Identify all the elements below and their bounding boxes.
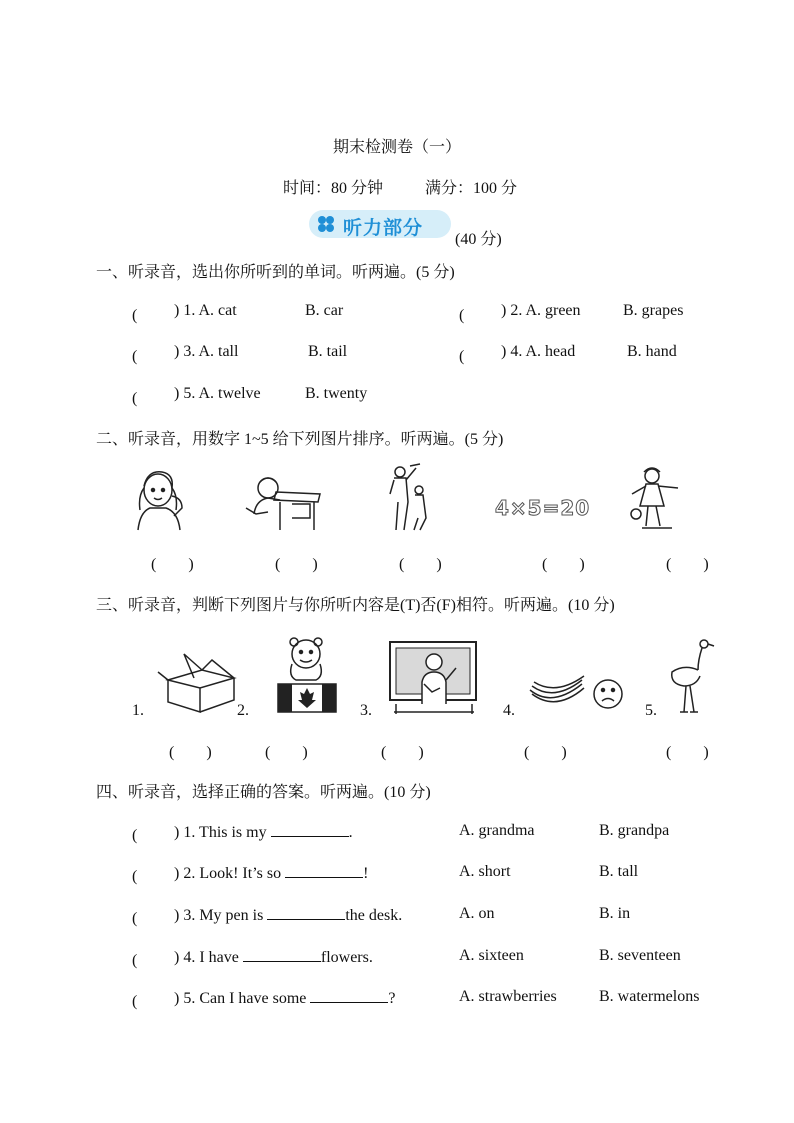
girl-touching-head-picture <box>128 466 192 532</box>
dots-icon <box>313 210 341 238</box>
part4-question-2: ) 2. Look! It’s so ! <box>174 865 369 882</box>
part4-q4-post: flowers. <box>320 949 373 966</box>
part1-item3-a: ) 3. A. tall <box>174 343 239 360</box>
answer-blank[interactable] <box>310 988 388 1003</box>
part4-q4-pre: 4. I have <box>183 949 243 966</box>
part1-answer-paren-1[interactable]: ( <box>132 307 170 324</box>
part2-answer-paren-4[interactable]: ( ) <box>542 556 585 573</box>
part3-label-3: 3. <box>360 702 372 719</box>
time-limit: 时间：80 分钟 <box>283 180 384 197</box>
part4-q3-pre: 3. My pen is <box>183 907 268 924</box>
part4-q4-option-b: B. seventeen <box>599 947 681 964</box>
part1-item4-a: ) 4. A. head <box>501 343 576 360</box>
part4-heading: 四、听录音，选择正确的答案。听两遍。(10 分) <box>96 784 431 801</box>
part4-question-3: ) 3. My pen is the desk. <box>174 907 403 924</box>
part1-heading: 一、听录音，选出你所听到的单词。听两遍。(5 分) <box>96 264 455 281</box>
part1-item2-text: 2. A. green <box>510 302 581 319</box>
part4-q5-post: ? <box>388 990 396 1007</box>
part4-answer-paren-1[interactable]: ( <box>132 827 170 844</box>
part3-answer-paren-5[interactable]: ( ) <box>666 744 709 761</box>
open-box-icon <box>154 650 238 714</box>
answer-blank[interactable] <box>271 822 349 837</box>
part4-q1-option-a: A. grandma <box>459 822 535 839</box>
answer-blank[interactable] <box>285 863 363 878</box>
part2-answer-paren-3[interactable]: ( ) <box>399 556 442 573</box>
part1-answer-paren-5[interactable]: ( <box>132 390 170 407</box>
father-and-child-picture <box>386 462 436 532</box>
part1-item2-b: B. grapes <box>623 302 684 319</box>
teacher-at-board-icon <box>384 640 482 716</box>
part1-item2-a: ) 2. A. green <box>501 302 581 319</box>
girl-with-ball-picture <box>624 464 688 532</box>
part3-answer-paren-2[interactable]: ( ) <box>265 744 308 761</box>
part1-item1-a: ) 1. A. cat <box>174 302 237 319</box>
listening-banner <box>309 210 451 238</box>
part3-answer-paren-3[interactable]: ( ) <box>381 744 424 761</box>
beaver-canada-flag-icon <box>274 634 340 714</box>
part4-answer-paren-4[interactable]: ( <box>132 952 170 969</box>
part1-item1-text: 1. A. cat <box>183 302 237 319</box>
part3-label-1: 1. <box>132 702 144 719</box>
page-title: 期末检测卷（一） <box>333 139 462 156</box>
listening-points: (40 分) <box>455 231 502 248</box>
part4-q5-option-a: A. strawberries <box>459 988 557 1005</box>
part3-label-4: 4. <box>503 702 515 719</box>
part4-q2-option-a: A. short <box>459 863 511 880</box>
part4-q4-option-a: A. sixteen <box>459 947 524 964</box>
part3-heading: 三、听录音，判断下列图片与你所听内容是(T)否(F)相符。听两遍。(10 分) <box>96 597 615 614</box>
part4-q1-pre: 1. This is my <box>183 824 271 841</box>
part1-answer-paren-4[interactable]: ( <box>459 348 497 365</box>
part4-question-4: ) 4. I have flowers. <box>174 949 373 966</box>
part4-answer-paren-5[interactable]: ( <box>132 993 170 1010</box>
part1-item3-text: 3. A. tall <box>183 343 239 360</box>
boy-at-desk-picture <box>240 474 322 532</box>
part2-answer-paren-2[interactable]: ( ) <box>275 556 318 573</box>
part4-q3-option-a: A. on <box>459 905 495 922</box>
part3-answer-paren-4[interactable]: ( ) <box>524 744 567 761</box>
part3-label-5: 5. <box>645 702 657 719</box>
part4-answer-paren-2[interactable]: ( <box>132 868 170 885</box>
part4-q1-option-b: B. grandpa <box>599 822 670 839</box>
answer-blank[interactable] <box>267 905 345 920</box>
part4-q2-post: ! <box>363 865 369 882</box>
part2-answer-paren-5[interactable]: ( ) <box>666 556 709 573</box>
part1-item4-text: 4. A. head <box>510 343 576 360</box>
part4-q5-option-b: B. watermelons <box>599 988 700 1005</box>
bananas-sad-face-icon <box>526 674 630 714</box>
part4-question-5: ) 5. Can I have some ? <box>174 990 396 1007</box>
part4-q1-post: . <box>348 824 353 841</box>
part3-label-2: 2. <box>237 702 249 719</box>
part4-q3-option-b: B. in <box>599 905 631 922</box>
part4-q2-pre: 2. Look! It’s so <box>183 865 286 882</box>
part1-item5-b: B. twenty <box>305 385 368 402</box>
listening-banner-label: 听力部分 <box>343 217 424 239</box>
part1-item5-text: 5. A. twelve <box>183 385 261 402</box>
part1-item3-b: B. tail <box>308 343 348 360</box>
full-score: 满分：100 分 <box>425 180 518 197</box>
part4-answer-paren-3[interactable]: ( <box>132 910 170 927</box>
part1-item5-a: ) 5. A. twelve <box>174 385 261 402</box>
part1-item1-b: B. car <box>305 302 344 319</box>
part4-q3-post: the desk. <box>345 907 403 924</box>
part2-answer-paren-1[interactable]: ( ) <box>151 556 194 573</box>
part1-item4-b: B. hand <box>627 343 677 360</box>
part4-question-1: ) 1. This is my . <box>174 824 353 841</box>
part3-answer-paren-1[interactable]: ( ) <box>169 744 212 761</box>
part1-answer-paren-2[interactable]: ( <box>459 307 497 324</box>
ostrich-icon <box>664 636 716 716</box>
math-equation-picture: 4×5=20 <box>495 496 591 520</box>
part4-q5-pre: 5. Can I have some <box>183 990 311 1007</box>
part4-q2-option-b: B. tall <box>599 863 639 880</box>
part2-heading: 二、听录音，用数字 1~5 给下列图片排序。听两遍。(5 分) <box>96 431 504 448</box>
part1-answer-paren-3[interactable]: ( <box>132 348 170 365</box>
answer-blank[interactable] <box>243 947 321 962</box>
